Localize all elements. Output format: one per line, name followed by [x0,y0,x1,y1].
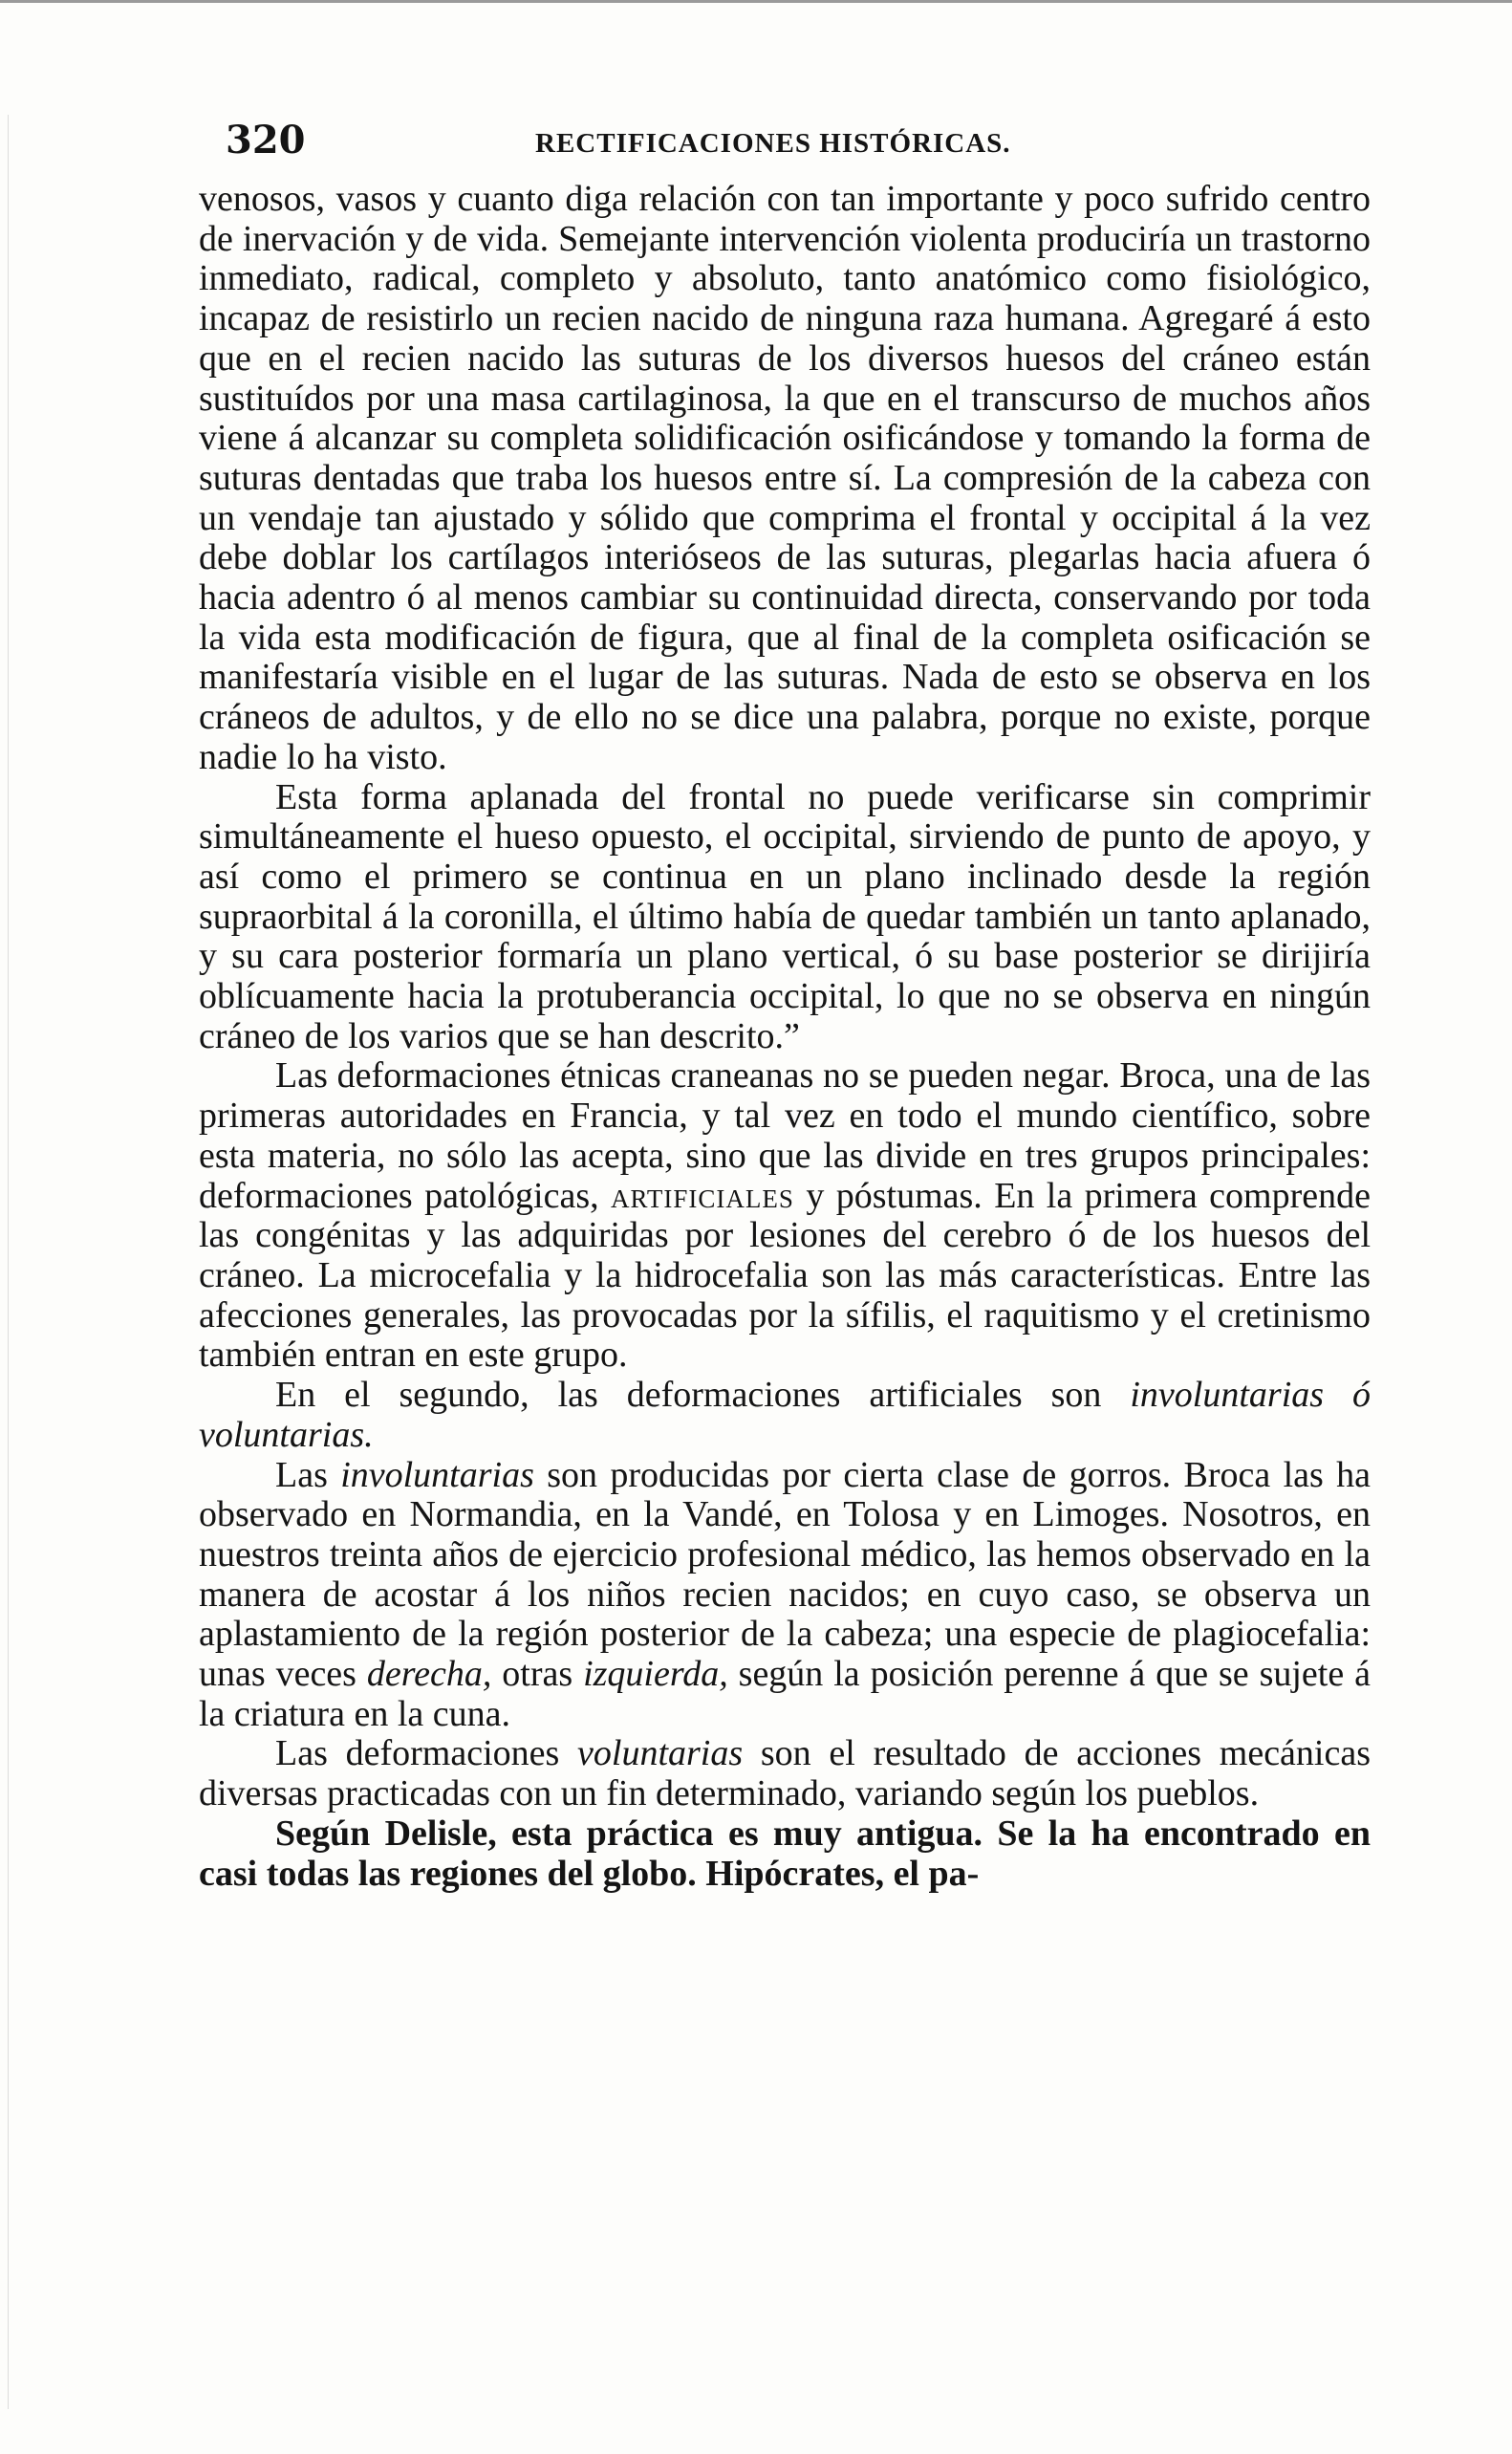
page-number: 320 [226,118,306,163]
paragraph-3-text-a: Las deformaciones étnicas craneanas no se pueden negar. Broca, una de las primeras autoridades en Francia, y tal vez en todo el mundo científico, sobre esta materia, no sólo las acepta, sino que las divide en tres grupos principales: deformaciones patológicas, [199,1055,1371,1216]
paragraph-5-text-a: Las [275,1454,341,1495]
paragraph-6 [199,1734,1371,1813]
paragraph-6-text-a: Las deformaciones [275,1733,578,1774]
paragraph-5-text-c: otras [491,1654,584,1695]
paragraph-4-text-a: En el segundo, las deformaciones artificiales son [275,1375,1131,1416]
paragraph-3-small-caps: artificiales [611,1175,794,1216]
paragraph-4 [199,1376,1371,1455]
body-text [199,180,1371,1894]
paragraph-1: venosos, vasos y cuanto diga relación con tan importante y poco sufrido centro de inervación y de vida. Semejante intervención violenta produciría un trastorno inmediato, radical, completo y absoluto, tanto anatómico como fisiológico, incapaz de resistirlo un recien nacido de ninguna raza humana. Agregaré á esto que en el recien nacido las suturas de los diversos huesos del cráneo están sustituídos por una masa cartilaginosa, la que en el transcurso de muchos años viene á alcanzar su completa solidificación osificándose y tomando la forma de suturas dentadas que traba los huesos entre sí. La compresión de la cabeza con un vendaje tan ajustado y sólido que comprima el frontal y occipital á la vez debe doblar los cartílagos interióseos de las suturas, plegarlas hacia afuera ó hacia adentro ó al menos cambiar su continuidad directa, conservando por toda la vida esta modificación de figura, que al final de la completa osificación se manifestaría visible en el lugar de las suturas. Nada de esto se observa en los cráneos de adultos, y de ello no se dice una palabra, porque no existe, porque nadie lo ha visto. [199,179,1371,777]
paragraph-6-text-b: son el resultado de acciones mecánicas diversas practicadas con un fin determinado, variando según los pueblos. [199,1733,1371,1814]
page-header [226,117,1372,174]
page-top-edge [0,0,1512,3]
paragraph-5-italic-2: derecha, [366,1654,492,1695]
gutter-line [8,115,9,2409]
paragraph-3 [199,1056,1371,1376]
paragraph-5-italic-1: involuntarias [340,1454,534,1495]
paragraph-4-italic: involuntarias ó voluntarias. [199,1375,1371,1455]
paragraph-7: Según Delisle, esta práctica es muy antigua. Se la ha encontrado en casi todas las regiones del globo. Hipócrates, el pa- [199,1813,1371,1894]
paragraph-2: Esta forma aplanada del frontal no puede verificarse sin comprimir simultáneamente el hueso opuesto, el occipital, sirviendo de punto de apoyo, y así como el primero se continua en un plano inclinado desde la región supraorbital á la coronilla, el último había de quedar también un tanto aplanado, y su cara posterior formaría un plano vertical, ó su base posterior se dirijiría oblícuamente hacia la protuberancia occipital, lo que no se observa en ningún cráneo de los varios que se han descrito.” [199,776,1371,1056]
paragraph-3-text-b: y póstumas. En la primera comprende las congénitas y las adquiridas por lesiones del cerebro ó de los huesos del cráneo. La microcefalia y la hidrocefalia son las más características. Entre las afecciones generales, las provocadas por la sífilis, el raquitismo y el cretinismo también entran en este grupo. [199,1175,1371,1376]
paragraph-5-text-d: según la posición perenne á que se sujete á la criatura en la cuna. [199,1654,1371,1734]
running-title: RECTIFICACIONES HISTÓRICAS. [535,128,1011,159]
paragraph-5-italic-3: izquierda, [583,1654,728,1695]
paragraph-5-text-b: son producidas por cierta clase de gorros. Broca las ha observado en Normandia, en la Vandé, en Tolosa y en Limoges. Nosotros, en nuestros treinta años de ejercicio profesional médico, las hemos observado en la manera de acostar á los niños recien nacidos; en cuyo caso, se observa un aplastamiento de la región posterior de la cabeza; una especie de plagiocefalia: unas veces [199,1454,1371,1695]
paragraph-5 [199,1456,1371,1735]
paragraph-6-italic: voluntarias [577,1733,744,1774]
